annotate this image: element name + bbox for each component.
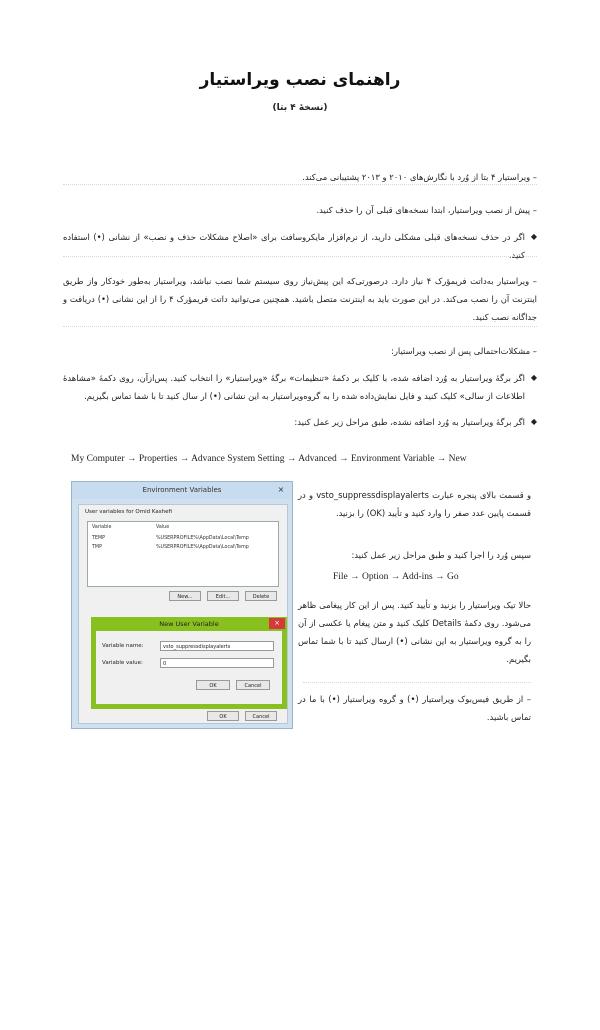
bullet-text: اگر برگهٔ ویراستیار به وُرد اضافه شده، با کلیک بر دکمهٔ «تنظیمات» برگهٔ «ویراستیار» را انتخاب کنید. پس‌ازآن، روی دکمهٔ «مشاهدهٔ اطلاعات از سالی» کلیک کنید و فایل نمایش‌داده شده را به گروه‌ویراستیار به این نشانی (•) ار سال کنید تا با شما تماس بگیریم. (63, 372, 525, 401)
paragraph-support (63, 160, 537, 195)
new-user-variable-dialog (91, 617, 287, 709)
bullet-item (63, 413, 537, 431)
new-button: New... (169, 591, 201, 601)
variable-name: TEMP (92, 536, 105, 541)
list-item (92, 536, 249, 541)
dialog-title: New User Variable (159, 620, 219, 628)
divider (63, 184, 537, 185)
divider (303, 682, 531, 683)
column-value: Value (156, 525, 170, 530)
side-paragraph-variable: و قسمت بالای پنجره عبارت vsto_suppressdisplayalerts و در قسمت پایین عدد صفر را وارد کنید و تأیید (OK) را بزنید. (298, 490, 531, 518)
paragraph-uninstall (63, 193, 537, 264)
dialog-cancel-button: Cancel (236, 680, 270, 690)
side-paragraph-contact: – از طریق فیس‌بوک ویراستیار (•) و گروه ویراستیار (•) با ما در تماس باشید. (298, 694, 531, 722)
divider (63, 256, 537, 257)
environment-variables-screenshot (71, 481, 293, 729)
window-title: Environment Variables (142, 486, 222, 494)
paragraph-text: – ویراستیار ۴ بتا از وُرد با نگارش‌های ۲۰۱۰ و ۲۰۱۳ پشتیبانی می‌کند. (302, 172, 537, 183)
side-paragraph-details: حالا تیک ویراستیار را بزنید و تأیید کنید. پس از این کار پیغامی ظاهر می‌شود. روی دکمهٔ Details کلیک کنید و متن پیغام یا عکسی از آن را به گروه ویراستیار به این نشانی (•) ارسال کنید تا با شما تماس بگیریم. (298, 600, 531, 664)
paragraph-text: – مشکلات‌احتمالی پس از نصب ویراستیار: (391, 346, 537, 357)
paragraph-text: – پیش از نصب ویراستیار، ابتدا نسخه‌های قبلی آن را حذف کنید. (316, 205, 537, 216)
settings-path: My Computer → Properties → Advance System Setting → Advanced → Environment Variable → New (71, 454, 467, 464)
divider (63, 326, 537, 327)
page-subtitle: (نسخهٔ ۴ بتا) (272, 103, 328, 113)
paragraph-dotnet (63, 264, 537, 335)
bullet-item (63, 228, 537, 264)
variable-name-label: Variable name: (102, 643, 144, 649)
bullet-text: اگر برگهٔ ویراستیار به وُرد اضافه نشده، طبق مراحل زیر عمل کنید: (294, 416, 525, 427)
variable-value-field: 0 (160, 658, 274, 668)
page-title: راهنمای نصب ویراستیار (199, 70, 401, 90)
side-paragraph-run-word: سپس وُرد را اجرا کنید و طبق مراحل زیر عمل کنید: (351, 550, 531, 560)
column-variable: Variable (92, 525, 112, 530)
bullet-icon: ◆ (530, 416, 537, 426)
bullet-icon: ◆ (530, 372, 537, 382)
dialog-close-icon: × (269, 618, 285, 629)
paragraph-text: – ویراستیار به‌داتت فریمؤرک ۴ نیاز دارد. درصورتی‌که این پیش‌نیاز روی سیستم شما نصب نباشد، ویراستیار به‌طور خودکار واز طریق اینترنت آن را نصب می‌کند. در این صورت باید به اینترنت متصل باشید. همچنین می‌توانید داتت فریمؤرک ۴ را از این نشانی (•) دریافت و جداگانه نصب کنید. (63, 276, 537, 323)
variable-name-field: vsto_suppressdisplayalerts (160, 641, 274, 651)
delete-button: Delete (245, 591, 277, 601)
variable-value: %USERPROFILE%\AppData\Local\Temp (156, 536, 249, 541)
user-variables-list (87, 521, 279, 587)
bullet-text: اگر در حذف نسخه‌های قبلی مشکلی دارید، از نرم‌افزار مایکروسافت برای «اصلاح مشکلات حذف و نصب» از نشانی (•) استفاده کنید. (63, 231, 525, 260)
dialog-body (96, 631, 282, 704)
window-body (78, 504, 288, 724)
word-options-path: File → Option → Add-ins → Go (333, 572, 459, 582)
list-header (92, 525, 170, 530)
list-item (92, 545, 249, 550)
bullet-item (63, 369, 537, 405)
paragraph-problems (63, 334, 537, 431)
variable-name: TMP (92, 545, 102, 550)
dialog-ok-button: OK (196, 680, 230, 690)
dialog-titlebar (91, 617, 287, 631)
variable-value-label: Variable value: (102, 660, 143, 666)
edit-button: Edit... (207, 591, 239, 601)
close-icon: × (272, 484, 290, 496)
cancel-button: Cancel (245, 711, 277, 721)
bullet-icon: ◆ (530, 231, 537, 241)
window-titlebar (72, 482, 292, 499)
ok-button: OK (207, 711, 239, 721)
user-variables-label: User variables for Omid Kashefi (85, 509, 172, 515)
variable-value: %USERPROFILE%\AppData\Local\Temp (156, 545, 249, 550)
